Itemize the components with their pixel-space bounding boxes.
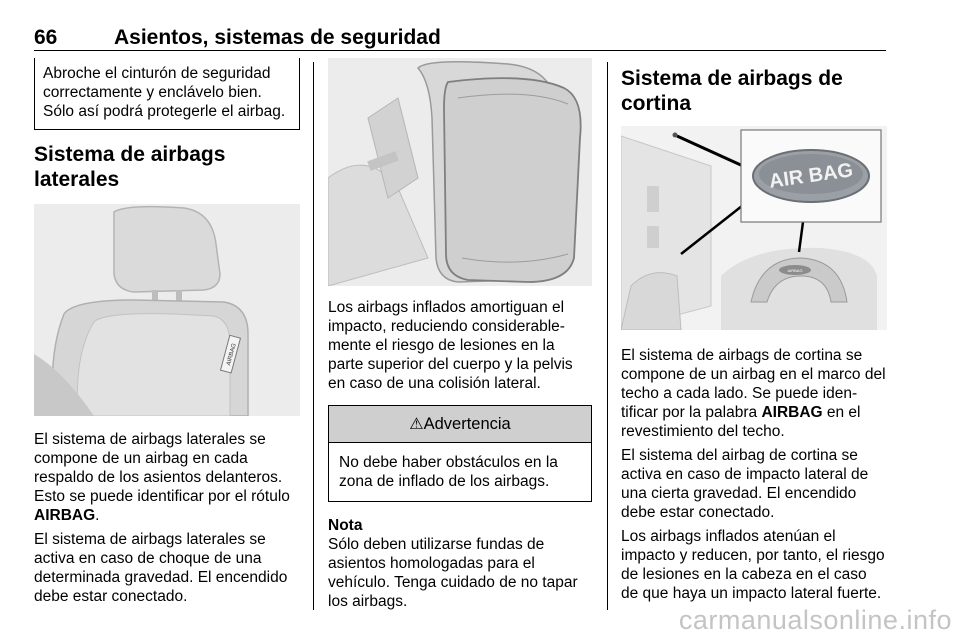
curtain-airbag-illustration xyxy=(621,126,887,330)
header-rule xyxy=(34,50,886,51)
warning-box xyxy=(328,405,592,502)
watermark: carmanualsonline.info xyxy=(678,605,952,635)
note-title: Nota xyxy=(328,517,363,534)
seatbelt-note-box xyxy=(34,58,300,130)
airbag-badge-label: AIR BAG xyxy=(767,159,855,193)
curtain-airbags-heading: Sistema de airbags de cortina xyxy=(621,67,843,115)
seat-airbag-image xyxy=(34,204,300,416)
note-text: Sólo deben utilizarse fundas de asientos homologadas para el vehículo. Tenga cuidado de no tapar los airbags. xyxy=(328,536,578,610)
inflated-airbag-illustration xyxy=(328,58,592,286)
column-divider xyxy=(313,62,314,610)
curtain-airbags-para2: El sistema del airbag de cortina se activa en caso de impacto lateral de una cierta gravedad. El encendido debe estar conectado. xyxy=(621,447,869,521)
seat-illustration xyxy=(34,204,300,416)
inflated-airbags-para: Los airbags inflados amortiguan el impacto, reduciendo considerable-mente el riesgo de lesiones en la parte superior del cuerpo y la pelvis en caso de una colisión lateral. xyxy=(328,299,573,392)
side-airbags-para2: El sistema de airbags laterales se activa en caso de choque de una determinada gravedad. El encendido debe estar conectado. xyxy=(34,531,288,605)
column-middle xyxy=(328,58,592,611)
inflated-airbag-image xyxy=(328,58,592,286)
warning-body xyxy=(329,443,591,501)
small-airbag-label: AIRBAG xyxy=(787,268,803,273)
side-airbags-para1: El sistema de airbags laterales se compone de un airbag en cada respaldo de los asientos delanteros. Esto se puede identificar por el rótulo AIRBAG. xyxy=(34,431,290,524)
column-divider xyxy=(607,62,608,610)
side-airbags-heading: Sistema de airbags laterales xyxy=(34,143,226,191)
page-number: 66 xyxy=(34,26,58,49)
page-title: Asientos, sistemas de seguridad xyxy=(114,26,441,49)
column-left xyxy=(34,58,300,606)
curtain-airbags-para3: Los airbags inflados atenúan el impacto y reducen, por tanto, el riesgo de lesiones en la cabeza en el caso de que haya un impacto lateral fuerte. xyxy=(621,528,885,602)
warning-title: Advertencia xyxy=(423,415,511,433)
airbag-tag-label: AIRBAG xyxy=(226,342,238,367)
warning-header xyxy=(329,406,591,443)
curtain-airbags-para1: El sistema de airbags de cortina se compone de un airbag en el marco del techo a cada lado. Se puede iden-tificar por la palabra AIRBAG en el revestimiento del techo. xyxy=(621,347,886,440)
warning-triangle-icon: ⚠ xyxy=(409,416,424,433)
seatbelt-note-text: Abroche el cinturón de seguridad correctamente y enclávelo bien. Sólo así podrá protegerle el airbag. xyxy=(43,65,286,120)
curtain-airbag-image xyxy=(621,126,887,330)
column-right xyxy=(621,66,887,603)
warning-text: No debe haber obstáculos en la zona de inflado de los airbags. xyxy=(339,454,558,490)
page-header xyxy=(34,26,886,50)
